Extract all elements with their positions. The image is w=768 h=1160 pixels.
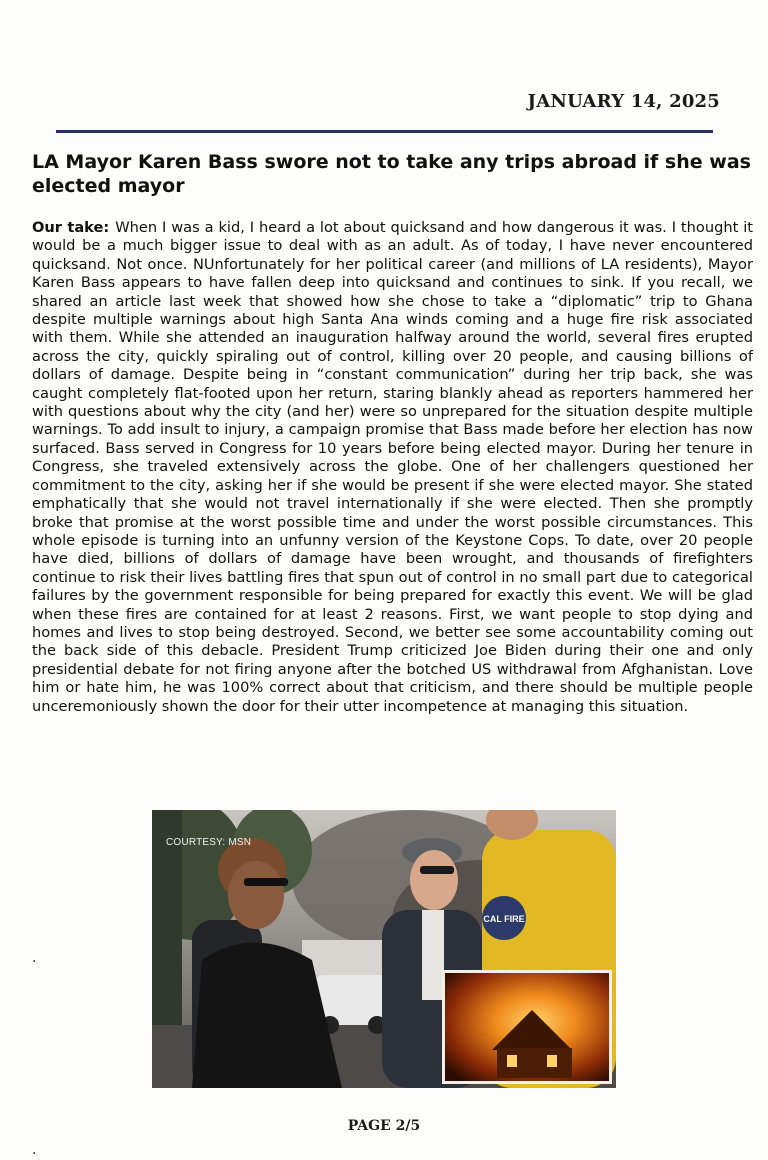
article-headline: LA Mayor Karen Bass swore not to take any trips abroad if she was elected mayor bbox=[32, 151, 751, 197]
stray-dot-marker: . bbox=[32, 950, 37, 966]
article-text: When I was a kid, I heard a lot about quicksand and how dangerous it was. I thought it would be a much bigger issue to deal with as an adult. As of today, I have never encountered quicksand. Not once. NUnfortunately for her political career (and millions of LA residents), Mayor Karen Bass appears to have fallen deep into quicksand and continues to sink. If you recall, we shared an article last week that showed how she chose to take a “diplomatic” trip to Ghana despite multiple warnings about high Santa Ana winds coming and a huge fire risk associated with them. While she attended an inauguration halfway around the world, several fires erupted across the city, quickly spiraling out of control, killing over 20 people, and causing billions of dollars of damage. Despite being in “constant communication” during her trip back, she was caught completely flat-footed upon her return, staring blankly ahead as reporters hammered her with questions about why the city (and her) were so unprepared for the situation despite multiple warnings. To add insult to injury, a campaign promise that Bass made before her election has now surfaced. Bass served in Congress for 10 years before being elected mayor. During her tenure in Congress, she traveled extensively across the globe. One of her challengers questioned her commitment to the city, asking her if she would be present if she were elected mayor. She stated emphatically that she would not travel internationally if she were elected. Then she promptly broke that promise at the worst possible time and under the worst possible circumstances. This whole episode is turning into an unfunny version of the Keystone Cops. To date, over 20 people have died, billions of dollars of damage have been wrought, and thousands of firefighters continue to risk their lives battling fires that spun out of control in no small part due to categorical failures by the government responsible for being prepared for exactly this event. We will be glad when these fires are contained for at least 2 reasons. First, we want people to stop dying and homes and lives to stop being destroyed. Second, we better see some accountability coming out the back side of this debacle. President Trump criticized Joe Biden during their one and only presidential debate for not firing anyone after the botched US withdrawal from Afghanistan. Love him or hate him, he was 100% correct about that criticism, and there should be multiple people unceremoniously shown the door for their utter incompetence at managing this situation. bbox=[32, 219, 753, 715]
stray-dot-marker-bottom: . bbox=[32, 1142, 37, 1158]
issue-date: JANUARY 14, 2025 bbox=[527, 91, 720, 112]
photo-credit: COURTESY: MSN bbox=[166, 837, 252, 848]
lead-label: Our take: bbox=[32, 219, 110, 236]
page-number: PAGE 2/5 bbox=[347, 1118, 421, 1134]
article-photo bbox=[152, 810, 616, 1088]
article-body bbox=[32, 219, 753, 716]
fire-badge-label: CAL FIRE bbox=[483, 914, 525, 924]
photo-illustration bbox=[152, 810, 616, 1088]
header-divider bbox=[56, 130, 713, 133]
